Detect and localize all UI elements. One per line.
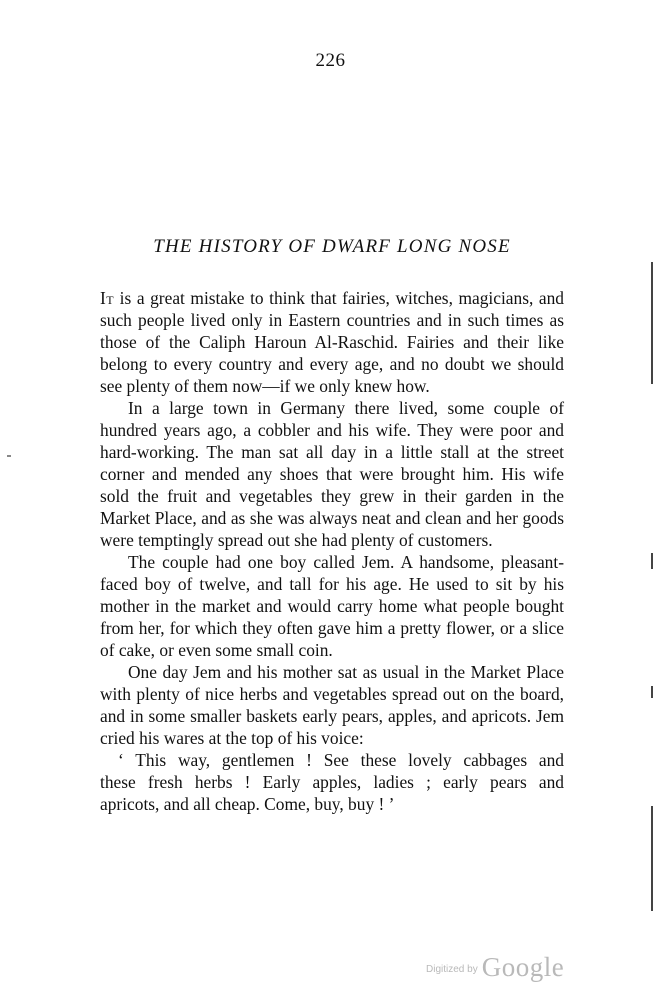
speech-line-3: apricots, and all cheap. Come, buy, buy ! ’ <box>100 794 395 814</box>
page-edge-rule <box>651 262 653 384</box>
paragraph-1-text: is a great mistake to think that fairies, witches, magicians, and such people lived only in Eastern countries and in such times as those of the Caliph Haroun Al-Raschid. Fairies and their like belong to every country and every age, and no doubt we should see plenty of them now—if we only knew how. <box>100 288 564 396</box>
digitized-watermark <box>426 952 566 982</box>
scan-speck <box>7 455 11 457</box>
page-edge-rule <box>651 806 653 911</box>
google-logo: Google <box>481 952 565 982</box>
speech-line-1: ‘ This way, gentlemen ! See these lovely cabbages and <box>118 750 564 770</box>
paragraph-5-speech <box>100 749 564 815</box>
paragraph-2: In a large town in Germany there lived, some couple of hundred years ago, a cobbler and his wife. They were poor and hard-working. The man sat all day in a little stall at the street corner and mended any shoes that were brought him. His wife sold the fruit and vegetables they grew in their garden in the Market Place, and as she was always neat and clean and her goods were temptingly spread out she had plenty of customers. <box>100 398 564 550</box>
paragraph-3: The couple had one boy called Jem. A handsome, pleasant-faced boy of twelve, and tall for his age. He used to sit by his mother in the market and would carry home what people bought from her, for which they often gave him a pretty flower, or a slice of cake, or even some small coin. <box>100 552 564 660</box>
page-edge-mark <box>651 553 653 569</box>
body-text <box>100 287 564 815</box>
paragraph-1 <box>100 287 564 397</box>
watermark-prefix: Digitized by <box>426 964 478 975</box>
chapter-title: THE HISTORY OF DWARF LONG NOSE <box>153 236 511 257</box>
paragraph-1-lead: It <box>100 288 115 308</box>
page-edge-mark <box>651 686 653 698</box>
paragraph-4: One day Jem and his mother sat as usual in the Market Place with plenty of nice herbs and vegetables spread out on the board, and in some smaller baskets early pears, apples, and apricots. Jem cried his wares at the top of his voice: <box>100 662 564 748</box>
page-number: 226 <box>315 50 346 71</box>
speech-line-2: these fresh herbs ! Early apples, ladies ; early pears and <box>100 772 564 792</box>
